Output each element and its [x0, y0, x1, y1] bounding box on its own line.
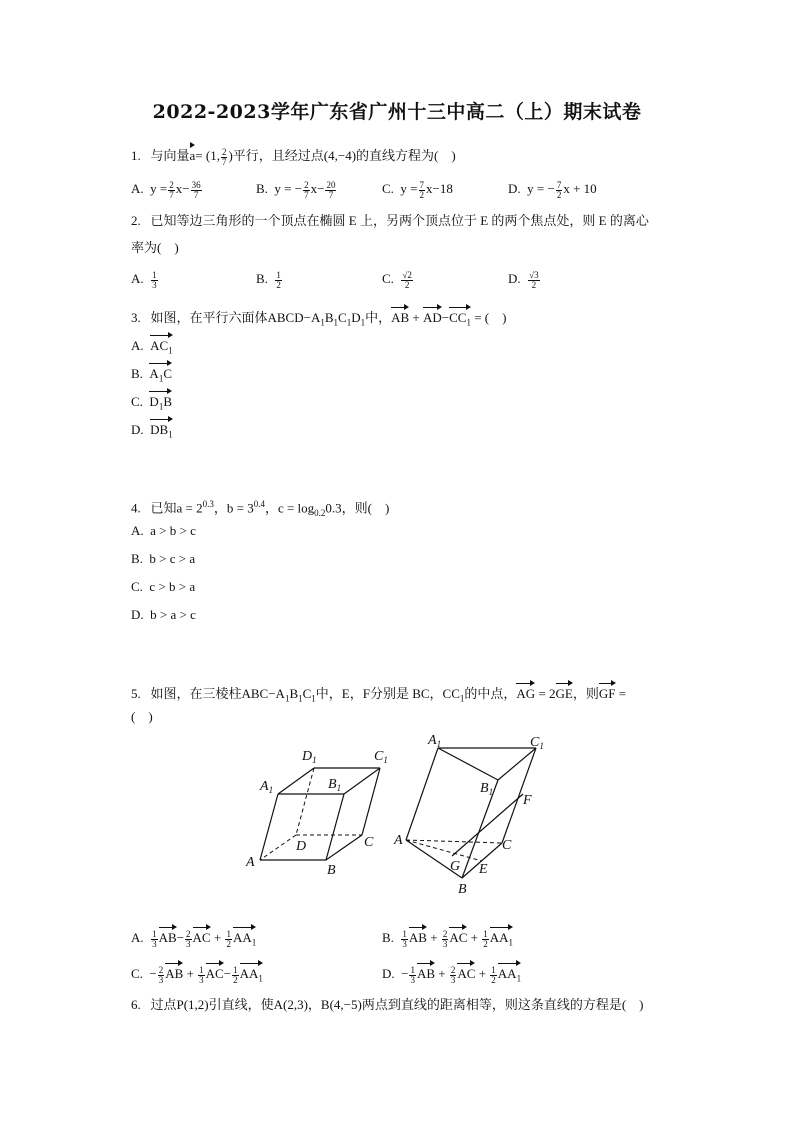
edge-a1b1	[438, 748, 498, 780]
q2-option-a[interactable]: A. $\frac{1}{3}$	[131, 269, 157, 290]
q4-option-d[interactable]: D. b > a > c	[131, 607, 196, 622]
q3-option-a[interactable]: A. $AC_1$	[131, 334, 173, 360]
label-a1: $A_1$	[428, 733, 442, 749]
q4-option-c[interactable]: C. c > b > a	[131, 579, 196, 594]
label-a: A	[246, 855, 255, 870]
label-a: A	[394, 833, 403, 848]
label-d: D	[296, 839, 307, 854]
parallelepiped-figure	[240, 742, 400, 882]
q3-option-c[interactable]: C. $D_1B$	[131, 390, 172, 416]
q5-option-a[interactable]: A. $\frac{1}{3}$ AB− $\frac{2}{3}$ AC + $\frac{1}{2}$ $AA_1$	[131, 926, 256, 952]
label-b: B	[458, 882, 467, 897]
question-2: 2. 已知等边三角形的一个顶点在椭圆 E 上，另两个顶点位于 E 的两个焦点处，则 E 的离心	[131, 213, 649, 228]
triangular-prism-figure	[392, 730, 562, 898]
edge-ac-hidden	[406, 840, 502, 843]
label-a1: $A_1$	[260, 779, 274, 795]
edge-d1d-hidden	[296, 768, 314, 835]
label-b1: $B_1$	[328, 777, 342, 793]
q2-option-c[interactable]: C. $\frac{√2}{2}$	[382, 269, 412, 290]
label-d1: $D_1$	[302, 749, 317, 765]
question-5-line-2: ( )	[131, 709, 153, 724]
label-f: F	[523, 793, 532, 808]
q5-option-d[interactable]: D. − $\frac{1}{3}$ AB + $\frac{2}{3}$ AC + $\frac{1}{2}$ $AA_1$	[382, 962, 521, 988]
q5-option-b[interactable]: B. $\frac{1}{3}$ AB + $\frac{2}{3}$ AC + $\frac{1}{2}$ $AA_1$	[382, 926, 513, 952]
question-4: 4. 已知$a = 2^{0.3}$，$b = 3^{0.4}$，$c = \log_{0.2}0.3$，则( )	[131, 499, 390, 518]
label-b1: $B_1$	[480, 781, 494, 797]
label-c1: $C_1$	[530, 735, 544, 751]
question-6: 6. 过点P(1,2)引直线，使A(2,3)，B(4,−5)两点到直线的距离相等，则这条直线的方程是( )	[131, 997, 644, 1012]
label-c1: $C_1$	[374, 749, 388, 765]
q1-option-b[interactable]: B. y = − $\frac{2}{7}$ x− $\frac{20}{7}$	[256, 179, 336, 200]
page-title: 2022-2023学年广东省广州十三中高二（上）期末试卷	[152, 101, 642, 123]
q4-option-b[interactable]: B. b > c > a	[131, 551, 196, 566]
edge-cc1	[362, 768, 380, 835]
question-3: 3. 如图，在平行六面体$ABCD-A_1B_1C_1D_1$中，AB + $AD-CC_1$ = ( )	[131, 306, 506, 332]
question-5: 5. 如图，在三棱柱$ABC-A_1B_1C_1$中，E，F分别是 BC，$CC_1$的中点，AG = 2GE，则GF =	[131, 682, 626, 708]
label-e: E	[479, 862, 488, 877]
label-c: C	[364, 835, 374, 850]
q2-option-d[interactable]: D. $\frac{√3}{2}$	[508, 269, 539, 290]
label-b: B	[327, 863, 336, 878]
question-2-line-2: 率为( )	[131, 240, 179, 255]
q1-option-c[interactable]: C. y = $\frac{7}{2}$ x−18	[382, 179, 453, 200]
q4-option-a[interactable]: A. a > b > c	[131, 523, 196, 538]
question-1: 1. 与向量a= (1, $\frac{2}{7}$ )平行，且经过点(4,−4)的直线方程为( )	[131, 144, 456, 167]
q2-option-b[interactable]: B. $\frac{1}{2}$	[256, 269, 281, 290]
label-c: C	[502, 838, 512, 853]
segment-gf	[452, 794, 523, 856]
q1-option-a[interactable]: A. y = $\frac{2}{7}$ x− $\frac{36}{7}$	[131, 179, 201, 200]
q5-option-c[interactable]: C. − $\frac{2}{3}$ AB + $\frac{1}{3}$ AC− $\frac{1}{2}$ $AA_1$	[131, 962, 263, 988]
segment-ae-hidden	[406, 840, 482, 861]
q1-option-d[interactable]: D. y = − $\frac{7}{2}$ x + 10	[508, 179, 597, 200]
edge-a1a	[406, 748, 438, 840]
q3-option-b[interactable]: B. $A_1C$	[131, 362, 172, 388]
label-g: G	[450, 859, 461, 874]
q3-option-d[interactable]: D. $DB_1$	[131, 418, 173, 444]
edge-d1a1	[278, 768, 314, 794]
edge-a1a	[260, 794, 278, 860]
